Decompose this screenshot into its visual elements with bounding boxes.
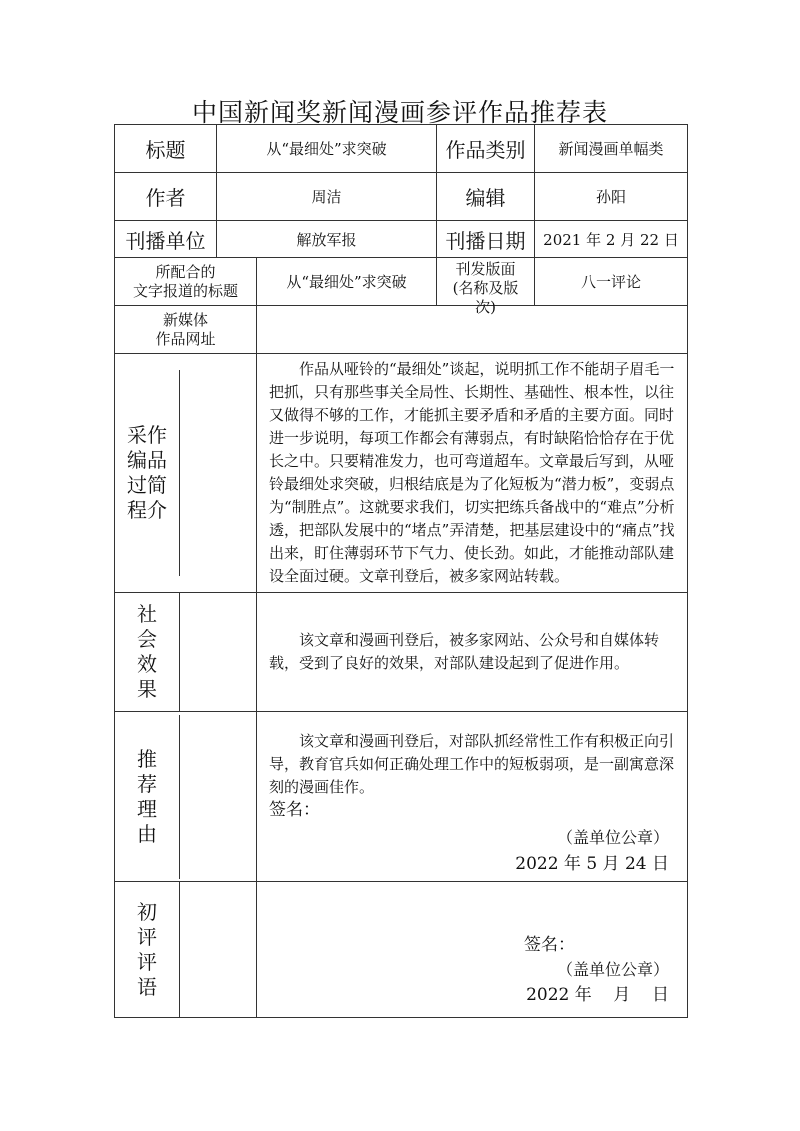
- effect-label: [115, 593, 180, 711]
- related-label: [115, 258, 257, 306]
- date-value: 2021 年 2 月 22 日: [535, 221, 688, 258]
- review-label-cell: [115, 882, 257, 1018]
- related-value: 从“最细处”求突破: [257, 258, 437, 306]
- row-newmedia: [115, 306, 688, 354]
- page-value: 八一评论: [535, 258, 688, 306]
- page-label: [437, 258, 535, 316]
- row-author: [115, 173, 688, 221]
- document-title: 中国新闻奖新闻漫画参评作品推荐表: [191, 98, 608, 127]
- row-reason: [115, 712, 688, 882]
- reason-text-cell: [257, 712, 688, 882]
- newmedia-label-line-2: 作品网址: [155, 329, 216, 348]
- effect-label-cell: [115, 593, 257, 712]
- process-label-cell: [115, 354, 257, 593]
- recommendation-form: [114, 124, 688, 1018]
- review-date: 2022 年 月 日: [526, 985, 669, 1005]
- review-seal: （盖单位公章）: [556, 960, 669, 979]
- publisher-value: 解放军报: [217, 221, 437, 258]
- review-label-line: 评: [137, 949, 157, 974]
- row-related: [115, 258, 688, 306]
- effect-text: 该文章和漫画刊登后，被多家网站、公众号和自媒体转载，受到了良好的效果，对部队建设起到了促进作用。: [269, 631, 660, 672]
- reason-sign: 签名：: [269, 800, 320, 820]
- reason-seal: （盖单位公章）: [556, 828, 669, 847]
- newmedia-label-line-1: 新媒体: [162, 310, 208, 329]
- date-label: 刊播日期: [437, 221, 535, 258]
- process-label-line: 编品: [127, 448, 167, 472]
- process-label-line: 采作: [127, 423, 167, 447]
- page-label-line-1: 刊发版面: [455, 259, 516, 278]
- reason-label-cell: [115, 712, 257, 882]
- effect-label-line: 会: [137, 627, 157, 651]
- row-review: [115, 882, 688, 1018]
- category-label: 作品类别: [437, 125, 535, 173]
- effect-label-line: 效: [137, 652, 157, 676]
- page-label-line-3: 次): [475, 297, 496, 316]
- process-label-line: 程介: [127, 498, 167, 522]
- reason-label: [115, 715, 180, 879]
- author-value: 周洁: [217, 173, 437, 221]
- effect-text-cell: [257, 593, 688, 712]
- page-label-line-2: (名称及版: [452, 278, 519, 297]
- editor-label: 编辑: [437, 173, 535, 221]
- editor-value: 孙阳: [535, 173, 688, 221]
- reason-date: 2022 年 5 月 24 日: [515, 854, 669, 874]
- reason-label-line: 推: [137, 746, 157, 771]
- reason-label-line: 由: [137, 821, 157, 846]
- review-label: [115, 882, 180, 1017]
- row-process: [115, 354, 688, 593]
- review-label-line: 初: [137, 899, 157, 924]
- related-label-line-1: 所配合的: [155, 262, 216, 281]
- reason-text: 该文章和漫画刊登后，对部队抓经常性工作有积极正向引导，教育官兵如何正确处理工作中的短板弱项，是一副寓意深刻的漫画佳作。: [269, 732, 675, 796]
- effect-label-line: 社: [137, 602, 157, 626]
- publisher-label: 刊播单位: [115, 221, 217, 258]
- row-effect: [115, 593, 688, 712]
- process-text-cell: [257, 354, 688, 593]
- process-label: [115, 370, 180, 576]
- reason-label-line: 荐: [137, 771, 157, 796]
- process-text: 作品从哑铃的“最细处”谈起，说明抓工作不能胡子眉毛一把抓，只有那些事关全局性、长期性、基础性、根本性，以往又做得不够的工作，才能抓主要矛盾和矛盾的主要方面。同时进一步说明，每项工作都会有薄弱点，有时缺陷恰恰存在于优长之中。只要精准发力，也可弯道超车。文章最后写到，从哑铃最细处求突破，归根结底是为了化短板为“潜力板”，变弱点为“制胜点”。这就要求我们，切实把练兵备战中的“难点”分析透，把部队发展中的“堵点”弄清楚，把基层建设中的“痛点”找出来，盯住薄弱环节下气力、使长劲。如此，才能推动部队建设全面过硬。文章刊登后，被多家网站转载。: [269, 360, 675, 585]
- review-label-line: 评: [137, 924, 157, 949]
- row-publisher: [115, 221, 688, 258]
- related-label-line-2: 文字报道的标题: [132, 281, 238, 300]
- process-label-line: 过简: [127, 473, 167, 497]
- newmedia-label: [115, 306, 257, 354]
- title-label: 标题: [115, 125, 217, 173]
- newmedia-value: [257, 306, 688, 354]
- category-value: 新闻漫画单幅类: [535, 125, 688, 173]
- author-label: 作者: [115, 173, 217, 221]
- review-label-line: 语: [137, 974, 157, 999]
- reason-label-line: 理: [137, 796, 157, 821]
- review-text-cell: [257, 882, 688, 1018]
- effect-label-line: 果: [137, 677, 157, 701]
- review-sign: 签名：: [524, 935, 575, 955]
- row-title: [115, 125, 688, 173]
- title-value: 从“最细处”求突破: [217, 125, 437, 173]
